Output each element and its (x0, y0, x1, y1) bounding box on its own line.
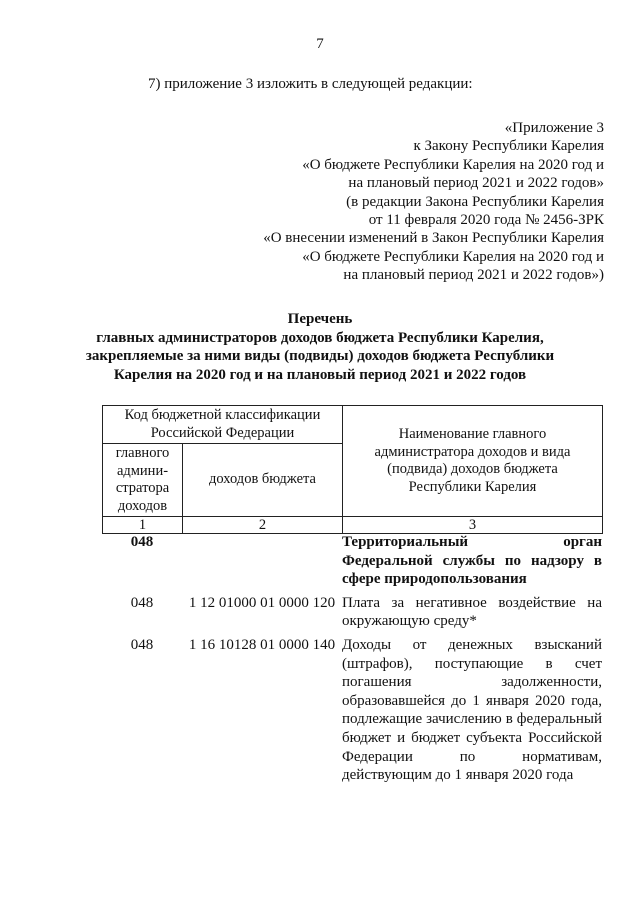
intro-text: 7) приложение 3 изложить в следующей редакции: (148, 76, 473, 92)
income-name: Доходы от денежных взысканий (штрафов), поступающие в счет погашения задолженности, образовавшейся до 1 января 2020 года, подлежащие зачислению в федеральный бюджет и бюджет субъекта Российской Федерации по нормативам, действующим до 1 января 2020 года (342, 636, 602, 784)
table-row (102, 594, 602, 631)
admin-code: 048 (130, 636, 154, 653)
page-number: 7 (316, 36, 324, 52)
column-number: 2 (183, 517, 343, 534)
income-code-header: доходов бюджета (183, 444, 343, 517)
appendix-line: на плановый период 2021 и 2022 годов» (348, 175, 604, 192)
title-line: Карелия на 2020 год и на плановый период 2021 и 2022 годов (113, 366, 527, 383)
appendix-line: «О бюджете Республики Карелия на 2020 год и (302, 156, 604, 173)
appendix-line: на плановый период 2021 и 2022 годов») (343, 267, 604, 284)
column-number: 3 (343, 517, 603, 534)
appendix-line: «О бюджете Республики Карелия на 2020 год и (302, 248, 604, 265)
income-code (182, 533, 342, 589)
admin-code: 048 (130, 534, 154, 550)
appendix-line: «Приложение 3 (504, 120, 604, 136)
title-line: главных администраторов доходов бюджета Республики Карелия, (96, 329, 544, 346)
table-row (102, 533, 602, 589)
income-table-body (102, 533, 602, 790)
table-row (102, 636, 602, 785)
title-line: закрепляемые за ними виды (подвиды) доходов бюджета Республики (85, 348, 555, 365)
appendix-line: (в редакции Закона Республики Карелия (346, 193, 604, 210)
appendix-reference (263, 119, 604, 285)
admin-code: 048 (130, 594, 154, 611)
kbk-header: Код бюджетной классификации Российской Федерации (103, 406, 343, 444)
appendix-line: «О внесении изменений в Закон Республики Карелия (263, 230, 604, 247)
column-number: 1 (103, 517, 183, 534)
admin-code-header: главного админи-стратора доходов (103, 444, 183, 517)
income-table-header (102, 405, 603, 534)
document-title (0, 310, 640, 384)
name-header: Наименование главного администратора доходов и вида (подвида) доходов бюджета Республики Карелия (343, 406, 603, 517)
appendix-line: к Закону Республики Карелия (413, 138, 604, 155)
income-name: Плата за негативное воздействие на окружающую среду* (342, 594, 602, 630)
income-name: Территориальный орган Федеральной службы по надзору в сфере природопользования (342, 534, 602, 588)
appendix-line: от 11 февраля 2020 года № 2456-ЗРК (368, 212, 604, 229)
title-line: Перечень (287, 311, 353, 327)
income-code: 1 12 01000 01 0000 120 (188, 594, 336, 611)
income-code: 1 16 10128 01 0000 140 (188, 636, 336, 653)
